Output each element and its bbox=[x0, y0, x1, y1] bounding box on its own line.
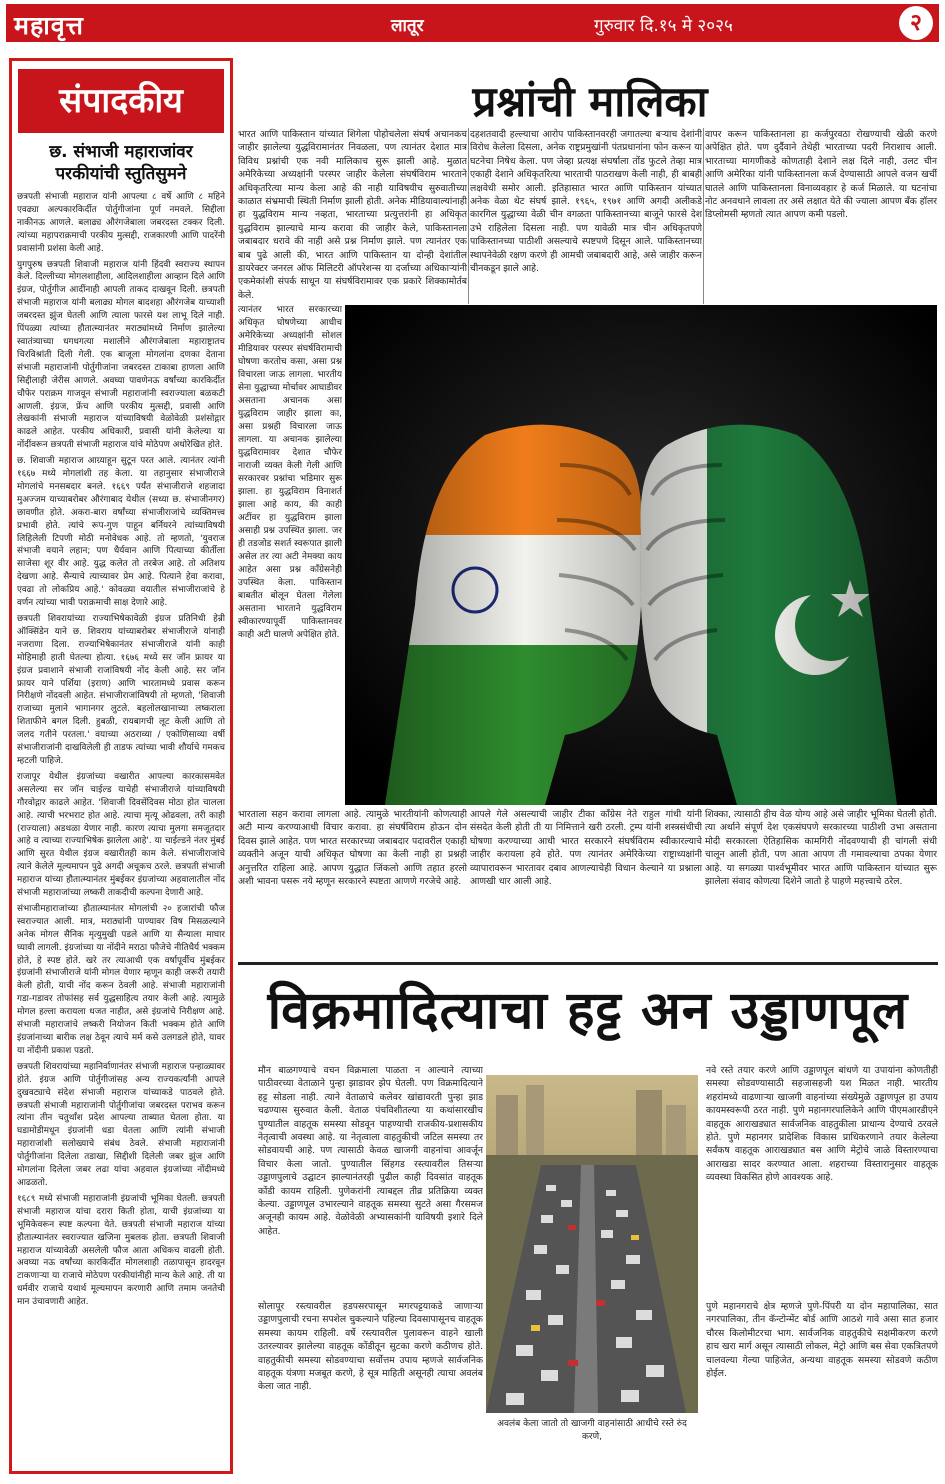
flag-fists-photo bbox=[345, 305, 937, 805]
article1-column: भारत आणि पाकिस्तान यांच्यात शिगेला पोहोचलेला संघर्ष अचानकच जाहीर झालेल्या युद्धविरामानंतर निवळला, पण त्यानंतर देशात मात्र विविध प्रश्नांची एक नवी मालिकाच सुरू झाली आहे. मुळात अमेरिकेच्या अध्यक्षांनी परस्पर जाहीर केलेला संघर्षविराम भारताने अधिकृतरित्या मान्य केला आहे की नाही याविषयीच सुरुवातीच्या काळात संभ्रमाची स्थिती निर्माण झाली होती. अनेक मीडियावाल्यांनाही हा युद्धविराम मान्य नव्हता, भारताच्या प्रत्युत्तरांनी हा अधिकृत युद्धविराम झाल्याचे मान्य करावा की जाहीर केले, पाकिस्तानला जबाबदार धरावे की नाही असे प्रश्न निर्माण झाले. पण त्यानंतर एक बाब पुढे आली की, भारत आणि पाकिस्तान या दोन्ही देशांतील डायरेक्टर जनरल ऑफ मिलिटरी ऑपरेशन्स या दर्जाच्या अधिकाऱ्यांनी एकमेकांशी संपर्क साधून या संघर्षविरामावर एक प्रकारे शिक्कामोर्तब केले. bbox=[238, 129, 467, 301]
editorial-paragraph: छत्रपती शिवरायांच्या महानिर्वाणानंतर संभाजी महाराज पन्हाळ्यावर होते. इंग्रज आणि पोर्तुगीजांसह अन्य राज्यकर्त्यांनी आपले दुखवट्याचे संदेश संभाजी महाराज यांच्याकडे पाठवले होते. छत्रपती संभाजी महाराजांनी पोर्तुगीजांचा जबरदस्त पराभव करून त्यांना तीन चतुर्थांश प्रदेश आपल्या ताब्यात घेतला होता. या घडामोडीमधून इंग्रजांनी धडा घेतला आणि त्यांनी संभाजी महाराजांशी सलोख्याचे संबंध ठेवले. संभाजी महाराजांनी पोर्तुगीजांना दिलेला तडाखा, सिद्दीशी दिलेली जबर झुंज आणि मोगलांना दिलेला जबर लढा यांचा अहवाल इंग्रजांच्या नोंदीमध्ये आढळतो. bbox=[17, 1061, 225, 1188]
photo-caption: अवलंब केला जातो तो खाजगी वाहनांसाठी आधीचे रस्ते रुंद करणे, bbox=[497, 1419, 687, 1442]
editorial-paragraph: १६८९ मध्ये संभाजी महाराजांनी इंग्रजांची भूमिका घेतली. छत्रपती संभाजी महाराज यांचा दरारा किती होता, याची इंग्रजांच्या या भूमिकेवरून स्पष्ट कल्पना येते. छत्रपती संभाजी महाराज यांच्या हौतात्म्यानंतर स्वराज्यात खजिना मुबलक होता. छत्रपती शिवाजी महाराज यांच्यावेळी असलेली फौज आता अधिकच वाढली होती. अवघ्या नऊ वर्षांच्या कारकिर्दीत मोगलशाही तळापासून हादरवून टाकणाऱ्या या राजाचे मोठेपण परकीयांनीही मान्य केले आहे. ती या धर्मवीर राजाचे यथार्थ मूल्यमापन करणारी आणि तमाम जनतेची मान उंचावणारी आहेत. bbox=[17, 1193, 225, 1308]
editorial-banner: संपादकीय bbox=[18, 69, 224, 133]
masthead bbox=[6, 4, 939, 42]
editorial-paragraph: छत्रपती शिवरायांच्या राज्याभिषेकावेळी इंग्रज प्रतिनिधी हेन्री ऑक्सिंडेन याने छ. शिवराय यांच्याबरोबर संभाजीराजे यांनाही नजराणा दिला. राज्याभिषेकानंतर संभाजीराजे यांनी काही मोहिमाही हाती घेतल्या होत्या. १६७६ मध्ये सर जॉन फ्रायर या इंग्रज प्रवाशाने संभाजी राजांविषयी नोंद केली आहे. सर जॉन फ्रायर याने पर्शिया (इराण) आणि भारतामध्ये प्रवास करून निरीक्षणे नोंदवली आहेत. संभाजीराजांविषयी तो म्हणतो, 'शिवाजी राजाच्या मुलाने भागानगर लुटले. बहलोलखानाच्या लष्कराला शिताफीने बगल दिली. हुबळी, रायबागची लूट केली आणि तो जलद गतीने परतला.' वयाच्या अठराव्या / एकोणिसाव्या वर्षी संभाजीराजांनी दाखविलेली ही ताडफ त्यांच्या भावी शौर्याचे गमकच म्हटली पाहिजे. bbox=[17, 614, 225, 766]
edition-city: लातूर bbox=[391, 16, 424, 36]
article2-column: पुणे महानगराचे क्षेत्र म्हणजे पुणे-पिंपरी या दोन महापालिका, सात नगरपालिका, तीन कॅन्टोन्मेंट बोर्ड आणि आठशे गावे असा सात हजार चौरस किलोमीटरचा भाग. सार्वजनिक वाहतुकीचे सक्षमीकरण करणे हाच खरा मार्ग असून त्यासाठी लोकल, मेट्रो आणि बस सेवा एकत्रितपणे चालवल्या गेल्या पाहिजेत, अन्यथा वाहतूक समस्या सोडवणे कठीण होईल. bbox=[706, 1301, 938, 1380]
editorial-paragraph: राजापूर येथील इंग्रजांच्या वखारीत आपल्या कारकासमवेत असलेल्या सर जॉन चाईल्ड याचेही संभाजीराजे यांच्याविषयी गौरवोद्गार काढले आहेत. 'शिवाजी दिवसेंदिवस मोठा होत चालला आहे. त्याची भरभराट होत आहे. त्याचा मृत्यू ओढवला, तरी काही (राज्याला) अडथळा येणार नाही. कारण त्याचा मुलगा समजूतदार आहे व त्याच्या राज्याभिषेक झालेला आहे'. या चाईल्डने नंतर मुंबई आणि सुरत येथील इंग्रज वखारीतही काम केले. संभाजीराजांचे त्याने केलेले मूल्यमापन पुढे अगदी अचूकच ठरले. छत्रपती संभाजी महाराज यांच्या हौतात्म्यानंतर मुंबईकर इंग्रजांच्या अहवालातील नोंद संभाजी महाराजांच्या लष्करी ताकदीची कल्पना देणारी आहे. bbox=[17, 771, 225, 899]
article1-headline: प्रश्नांची मालिका bbox=[472, 77, 708, 126]
editorial-paragraph: छ. शिवाजी महाराज आग्र्याहून सुटून परत आले. त्यानंतर त्यांनी १६६७ मध्ये मोगलांशी तह केला. या तहानुसार संभाजीराजे मोगलांचे मनसबदार बनले. १६६९ पर्यंत संभाजीराजे शहजादा मुअज्जम याच्याबरोबर औरंगाबाद येथील (सध्या छ. संभाजीनगर) छावणीत होते. अकरा-बारा वर्षांच्या संभाजीराजांचे व्यक्तिमत्त्व प्रभावी होते. त्यांचे रूप-गुण पाहून बर्नियरने त्यांच्याविषयी लिहिलेली टिपणी मोठी मनोवेधक आहे. तो म्हणतो, 'युवराज संभाजी वयाने लहान; पण धैर्यवान आणि पित्याच्या कीर्तीला साजेसा शूर वीर आहे. युद्ध कलेत तो तरबेज आहे. तो अतिशय देखणा आहे. सैन्याचे त्याच्यावर प्रेम आहे. पित्याने हेवा करावा, एवढा तो लोकप्रिय आहे.' कोवळ्या वयातील संभाजीराजांचे हे वर्णन त्यांच्या भावी पराक्रमाची साक्ष देणारे आहे. bbox=[17, 456, 225, 609]
editorial-paragraph: छत्रपती संभाजी महाराज यांनी आपल्या ८ वर्षे आणि ८ महिने एवढ्या अल्पकारकिर्दीत पोर्तुगीजांना पूर्ण नमवले. सिद्दीला नाकीनऊ आणले. बलाढ्य औरंगजेबाला जबरदस्त टक्कर दिली. त्यांच्या महापराक्रमाची परकीय मुत्सद्दी, राजकारणी आणि पादरेंनी प्रवासांनी प्रशंसा केली आहे. bbox=[17, 192, 225, 254]
section-divider bbox=[238, 962, 938, 965]
article1-column: दहशतवादी हल्ल्याचा आरोप पाकिस्तानवरही जगातल्या बऱ्याच देशांनी विरोध केलेला दिसला, अनेक राष्ट्रप्रमुखांनी पंतप्रधानांना फोन करून या घटनेचा निषेध केला. पण जेव्हा प्रत्यक्ष संघर्षाला तोंड फुटले तेव्हा मात्र एकाही देशाने अधिकृतरित्या भारताची पाठराखण केली नाही, ही बाबही लक्षवेधी समोर आली. इतिहासात भारत आणि पाकिस्तान यांच्यात अनेक वेळा थेट संघर्ष झाले. १९६५, १९७१ आणि अगदी अलीकडे कारगिल युद्धाच्या वेळी चीन वगळता पाकिस्तानच्या बाजूने फारसे देश उभे राहिलेला दिसला नाही. पण यावेळी मात्र चीन अधिकृतपणे पाकिस्तानच्या पाठीशी असल्याचे स्पष्टपणे दिसून आले. पाकिस्तानच्या स्थापनेवेळी रक्षण करणे ही आमची जबाबदारी आहे, असे जाहीर करून चीनकडून झाले आहे. bbox=[470, 129, 702, 275]
flag-fists-illustration bbox=[345, 305, 937, 805]
issue-date: गुरुवार दि.१५ मे २०२५ bbox=[594, 16, 733, 36]
editorial-paragraph: संभाजीमहाराजांच्या हौतात्म्यानंतर मोगलांची २० हजारांची फौज स्वराज्यात आली. मात्र, मराठ्यांनी पाण्यावर विष मिसळल्याने अनेक मोगल सैनिक मृत्युमुखी पडले आणि या सैन्याला माघार घ्यावी लागली. इंग्रजांच्या या नोंदीने मराठा फौजेचे नीतिधैर्य भक्कम होते, हे स्पष्ट होते. खरे तर त्याआधी एक वर्षापूर्वीच मुंबईकर इंग्रजांनी संभाजीराजे यांनी मोगल येणार म्हणून काही जरूरी तयारी केली होती, याची नोंद करून ठेवली आहे. संभाजी महाराजांनी गडा-गडावर तोफांसह सर्व युद्धसाहित्य तयार केली आहे. त्यामुळे मोगल हल्ला करायला धजत नाहीत, असे इंग्रजांचे निरीक्षण आहे. संभाजी महाराजांचे लष्करी नियोजन किती भक्कम होते आणि इंग्रजांनाच्या बारीक लक्ष ठेवून त्याचे मर्म कसे उलगडले होते, यावर या नोंदीनी प्रकाश पडतो. bbox=[17, 903, 225, 1056]
article1-column: भारताला सहन करावा लागला आहे. त्यामुळे भारतीयांनी कोणत्याही अटी मान्य करण्याआधी विचार करावा. हा संघर्षविराम होऊन दोन दिवस झाले आहेत. पण भारत सरकारच्या जबाबदार पदावरील एकाही व्यक्तीने अजून याची अधिकृत घोषणा का केली नाही हा प्रश्नही अनुत्तरित राहिला आहे. आपण युद्धात जिंकलो आणि तहात हरलो अशी भावना पसरू नये म्हणून सरकारने स्पष्टता आणणे गरजेचे आहे. bbox=[238, 809, 467, 888]
newspaper-logo: महावृत्त bbox=[14, 11, 84, 40]
article1-column: आपले गेले असल्याची जाहीर टीका काँग्रेस नेते राहुल गांधी यांनी संसदेत केली होती ती या निमित्ताने खरी ठरली. ट्रम्प यांनी शस्त्रसंधीची घोषणा करण्याच्या आधी भारत सरकारने संघर्षविराम स्वीकारल्याचे जाहीर करायला हवे होते. पण त्यानंतर अमेरिकेच्या राष्ट्राध्यक्षांनी व्यापारावरून भारतावर दबाव आणल्याचेही विधान केल्याने या प्रश्नाला आणखी धार आली आहे. bbox=[470, 809, 702, 888]
page-number: २ bbox=[899, 6, 933, 40]
column-divider bbox=[468, 128, 469, 304]
column-divider bbox=[703, 128, 704, 304]
article1-column: वापर करून पाकिस्तानला हा कर्जपुरवठा रोखण्याची खेळी करणे अपेक्षित होते. पण दुर्दैवाने तेथेही भारताच्या पदरी निराशाच आली. भारताच्या मागणीकडे कोणताही देशाने लक्ष दिले नाही, उलट चीन आणि अमेरिका यांनी पाकिस्तानला कर्ज देण्यासाठी आपले वजन खर्ची घातले आणि पाकिस्तानला विनाव्यवहार हे कर्ज मिळाले. या घटनांचा नोट अनवधाने लावला तर असे लक्षात येते की ज्याला आपण बँक हॉलर डिप्लोमसी म्हणतो त्यात आपण कमी पडलो. bbox=[705, 129, 937, 221]
article1-inset-column: त्यानंतर भारत सरकारच्या अधिकृत घोषणेच्या आधीच अमेरिकेच्या अध्यक्षांनी सोशल मीडियावर परस्पर संघर्षविरामाची घोषणा करतोच कसा, असा प्रश्न विचारला जाऊ लागला. भारतीय सेना युद्धाच्या मोर्चावर आघाडीवर असताना अचानक असा युद्धविराम जाहीर झाला का, असा प्रश्नही विचारला जाऊ लागला. या अचानक झालेल्या युद्धविरामावर देशात चौफेर नाराजी व्यक्त केली गेली आणि सरकारवर प्रश्नांचा भडिमार सुरू झाला. हा युद्धविराम विनाशर्त झाला आहे काय, की काही अटींवर हा युद्धविराम झाला असाही प्रश्न उपस्थित झाला. जर ही तडजोड सशर्त स्वरूपात झाली असेल तर त्या अटी नेमक्या काय आहेत असा प्रश्न काँग्रेसनेही उपस्थित केला. पाकिस्तान बाबतीत बोलून घेतला गेलेला असताना भारताने युद्धविराम स्वीकारण्यापूर्वी पाकिस्तानवर काही अटी घालणे अपेक्षित होते. bbox=[238, 305, 342, 640]
traffic-illustration bbox=[486, 1075, 698, 1413]
article2-column: नवे रस्ते तयार करणे आणि उड्डाणपूल बांधणे या उपायांना कोणतीही समस्या सोडवण्यासाठी सहजासहजी यश मिळत नाही. भारतीय शहरांमध्ये वाढणाऱ्या खाजगी वाहनांच्या संख्येमुळे उड्डाणपूल हा उपाय कायमस्वरूपी ठरत नाही. पुणे महानगरपालिकेने आणि पीएमआरडीएने वाहतूक आराखड्यात सार्वजनिक वाहतुकीला प्राधान्य देण्याचे ठरवले होते. पुणे महानगर प्रादेशिक विकास प्राधिकरणाने तयार केलेल्या सर्वंकष वाहतूक आराखड्यात बस आणि मेट्रोचे जाळे विस्तारण्याचा आराखडा सादर करण्यात आला. शहराच्या विस्तारानुसार वाहतूक व्यवस्था विकसित होणे आवश्यक आहे. bbox=[706, 1065, 938, 1184]
editorial-body bbox=[17, 191, 225, 1467]
article1-column: शिक्का, त्यासाठी हीच वेळ योग्य आहे असे जाहीर भूमिका घेतली होती. त्या अर्थाने संपूर्ण देश एकसंघपणे सरकारच्या पाठीशी उभा असताना मोदी सरकारला ऐतिहासिक कामगिरी नोंदवण्याची ही चांगली संधी चालून आली होती, पण आता आपण ती गमावल्याचा ठपका येणार आहे. या सगळ्या पार्श्वभूमीवर भारत आणि पाकिस्तान यांच्यात सुरू झालेला संवाद कोणत्या दिशेने जातो हे पाहणे महत्त्वाचे ठरेल. bbox=[705, 809, 937, 888]
editorial-paragraph: युगपुरुष छत्रपती शिवाजी महाराज यांनी हिंदवी स्वराज्य स्थापन केले. दिल्लीच्या मोगलशाहीला, आदिलशाहीला आव्हान दिले आणि इंग्रज, पोर्तुगीज आदींनाही आपली ताकद दाखवून दिली. छत्रपती संभाजी महाराज यांनी बलाढ्य मोगल बादशहा औरंगजेब याच्याशी जबरदस्त झुंज घेतली आणि त्याला फारसे यश लाभू दिले नाही. पिंपळ्या त्यांच्या हौतात्म्यानंतर मराठ्यांमध्ये निर्माण झालेल्या स्वातंत्र्याच्या धगधगत्या मशालीने औरंगजेबाला महाराष्ट्रातच चिरविश्रांती दिली गेली. एक बाजूला मोगलांना दणका देताना संभाजी महाराजांनी पोर्तुगीजांना जबरदस्त टाकाबा हाणला आणि सिद्दीलाही जेरीस आणले. अवघ्या पावणेनऊ वर्षांच्या कारकिर्दीत चौफेर पराक्रम गाजवून संभाजी महाराजांनी स्वराज्याला बळकटी आणली. इंग्रज, फ्रेंच आणि परकीय मुत्सद्दी, प्रवासी आणि लेखकांनी संभाजी महाराज यांच्याविषयी वेळोवेळी प्रशंसोद्गार काढले आहेत. परकीय अधिकारी, प्रवासी यांनी केलेल्या या नोंदींवरून छत्रपती संभाजी महाराज यांचे मोठेपण अधोरेखित होते. bbox=[17, 259, 225, 451]
editorial-column bbox=[9, 58, 233, 1474]
article2-column: सोलापूर रस्त्यावरील हडपसरपासून मगरपट्टयाकडे जाणाऱ्या उड्डाणपुलाची रचना सपशेल चुकल्याने पहिल्या दिवसापासूनच वाहतूक समस्या कायम राहिली. वर्षे रस्त्यावरील पुलावरून वाहने खाली उतरल्यावर झालेल्या वाहतूक कोंडीतून सुटका करणे कठीणच होते. वाहतुकीची समस्या सोडवण्याचा सर्वोत्तम उपाय म्हणजे सार्वजनिक वाहतूक यंत्रणा मजबूत करणे, हे सूत्र माहिती असूनही त्याचा अवलंब केला जात नाही. bbox=[258, 1301, 483, 1393]
editorial-headline: छ. संभाजी महाराजांवर परकीयांची स्तुतिसुमने bbox=[49, 142, 193, 184]
article2-headline: विक्रमादित्याचा हट्ट अन उड्डाणपूल bbox=[267, 981, 909, 1041]
article2-column: मौन बाळगण्याचे वचन विक्रमाला पाळता न आल्याने त्याच्या पाठीवरच्या वेताळाने पुन्हा झाडावर झेप घेतली. पण विक्रमादित्याने हट्ट सोडला नाही. त्याने वेताळाचे कलेवर खांद्यावरती पुन्हा झाड चढण्यास सुरुवात केली. वेताळ पंचविशीतल्या या कथांसारखीच पुण्यातील वाहतूक समस्या सोडवून पाहण्याची राजकीय-प्रशासकीय नेतृत्वाची अवस्था आहे. या नेतृत्वाला वाहतुकीची जटिल समस्या तर सोडवायची आहे. पण त्यासाठी केवळ खाजगी वाहनांचा आवर्जून विचार केला जातो. पुण्यातील सिंहगड रस्त्यावरील तिसऱ्या उड्डाणपुलाचे उद्घाटन झाल्यानंतरही पुढील काही दिवसांत वाहतूक कोंडी कायम राहिली. पुणेकरांनी त्याबद्दल तीव्र प्रतिक्रिया व्यक्त केल्या. उड्डाणपूल उभारल्याने वाहतूक समस्या सुटते असा गैरसमज अजूनही कायम आहे. वेळोवेळी अभ्यासकांनी याविषयी इशारे दिले आहेत. bbox=[258, 1065, 483, 1237]
traffic-flyover-photo bbox=[486, 1075, 698, 1413]
